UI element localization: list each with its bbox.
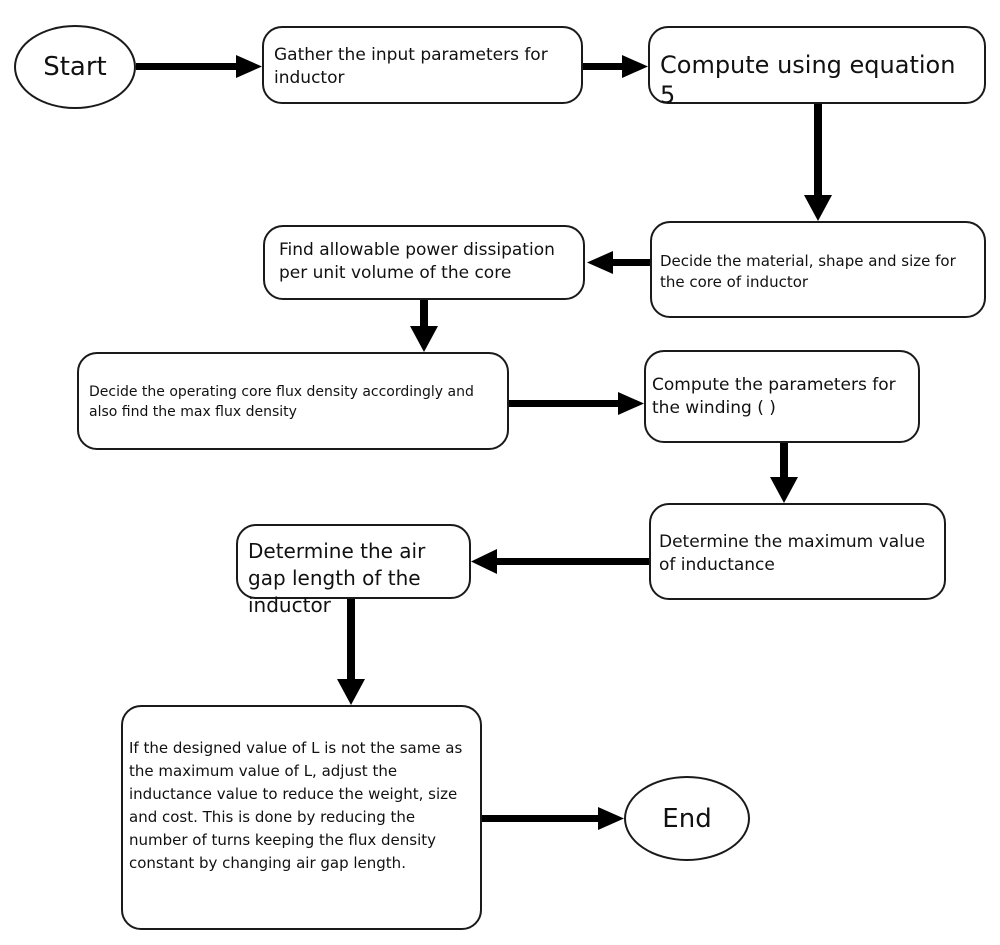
arrow-winding-to-max (780, 443, 788, 479)
decide-flux-text: Decide the operating core flux density accordingly and also find the max flux density (89, 384, 474, 420)
compute-eq5-text: Compute using equation 5 (660, 51, 956, 109)
max-inductance-box (649, 503, 946, 600)
adjust-inductance-box (121, 705, 482, 930)
arrow-compute-to-decide-core (814, 104, 822, 196)
arrowhead-start-to-gather (236, 55, 262, 78)
decide-core-text: Decide the material, shape and size for the core of inductor (660, 252, 956, 291)
find-power-box (263, 225, 585, 300)
compute-winding-box (644, 350, 920, 443)
decide-core-box (650, 221, 986, 318)
arrowhead-flux-to-winding (618, 392, 644, 415)
arrow-start-to-gather (136, 63, 236, 70)
arrowhead-winding-to-max (770, 477, 798, 503)
compute-winding-text: Compute the parameters for the winding ( ) (652, 375, 896, 418)
end-label: End (662, 803, 712, 834)
arrow-power-to-flux (420, 300, 428, 328)
arrow-flux-to-winding (509, 400, 619, 407)
air-gap-text: Determine the air gap length of the inductor (248, 539, 426, 617)
end-terminal (624, 776, 750, 861)
arrowhead-decide-core-to-power (587, 251, 613, 274)
gather-inputs-text: Gather the input parameters for inductor (274, 45, 548, 88)
start-label: Start (43, 52, 107, 82)
arrowhead-max-to-airgap (471, 549, 497, 574)
arrowhead-gather-to-compute (622, 55, 648, 78)
arrowhead-power-to-flux (410, 326, 438, 352)
gather-inputs-box (262, 26, 583, 104)
arrowhead-adjust-to-end (598, 807, 624, 830)
compute-eq5-box (648, 26, 986, 109)
start-terminal (14, 25, 136, 109)
arrowhead-compute-to-decide-core (804, 195, 832, 221)
arrowhead-airgap-to-adjust (337, 679, 365, 705)
decide-flux-box (77, 352, 509, 450)
max-inductance-text: Determine the maximum value of inductance (659, 532, 926, 575)
adjust-inductance-text: If the designed value of L is not the same as the maximum value of L, adjust the inductance value to reduce the weight, size and cost. This is done by reducing the number of turns keeping the flux density constant by changing air gap length. (129, 739, 463, 872)
air-gap-box (236, 524, 471, 617)
arrow-max-to-airgap (496, 558, 649, 565)
arrow-decide-core-to-power (612, 259, 650, 266)
find-power-text: Find allowable power dissipation per unit volume of the core (279, 240, 555, 283)
arrow-adjust-to-end (482, 815, 599, 822)
arrow-gather-to-compute (583, 63, 623, 70)
